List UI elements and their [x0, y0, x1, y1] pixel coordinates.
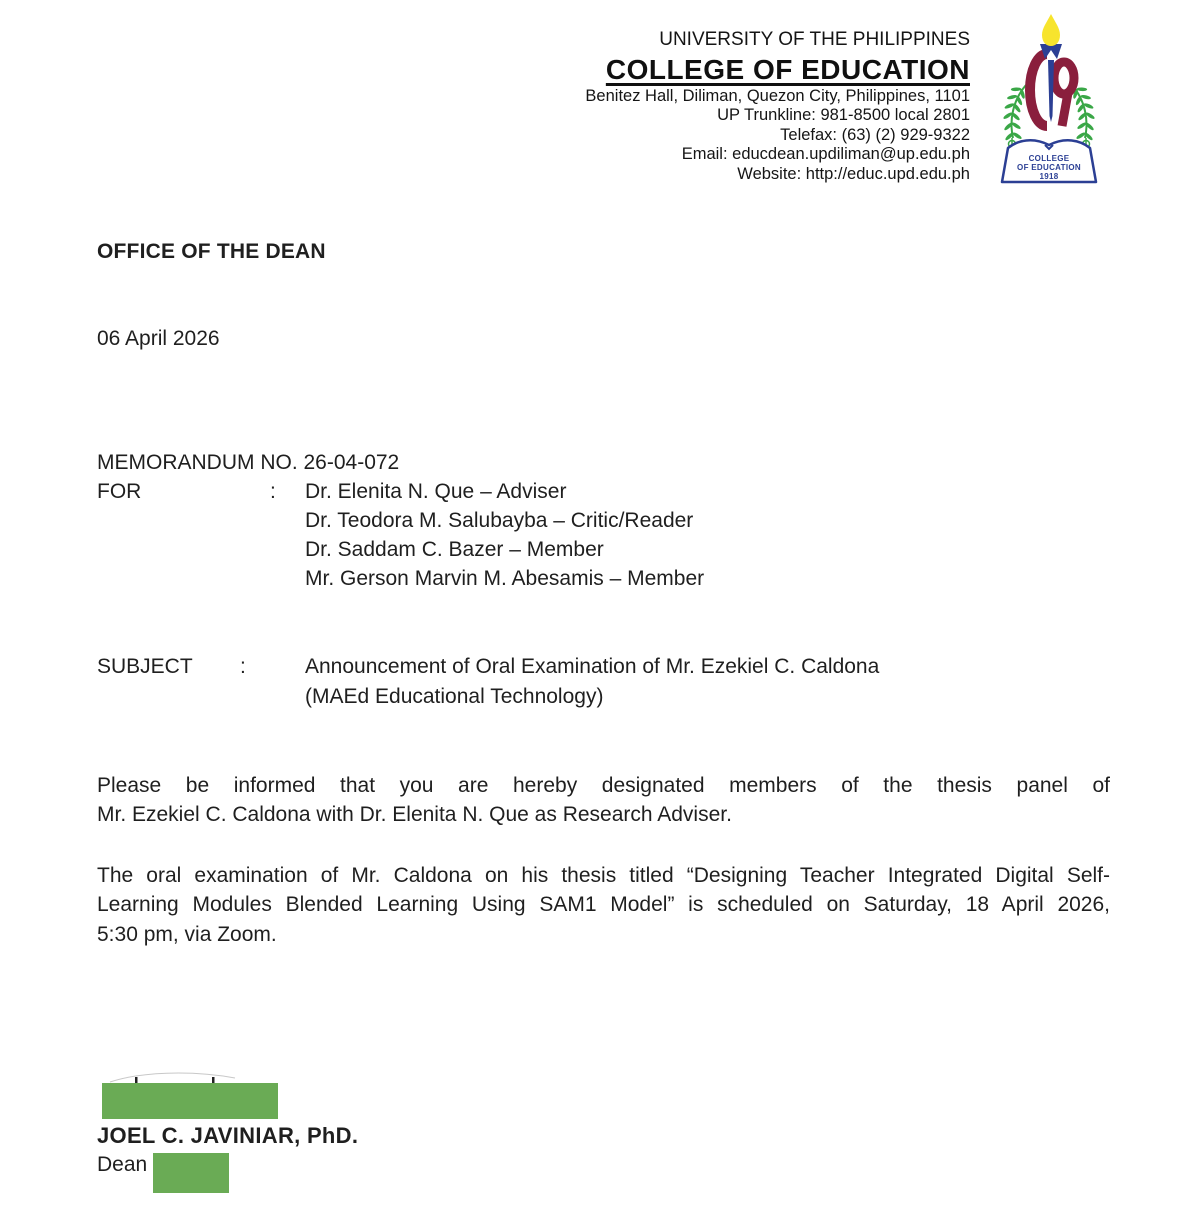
seal-text-of-education: OF EDUCATION [1017, 163, 1081, 172]
college-of-education-seal-icon [988, 8, 1110, 192]
memo-for-row [97, 506, 1097, 535]
memo-for-row [97, 564, 1097, 593]
signatory-title: Dean [97, 1153, 148, 1176]
paragraph-line: Please be informed that you are hereby designated members of the thesis panel of [97, 774, 1110, 797]
subject-line: (MAEd Educational Technology) [305, 684, 604, 708]
memo-for-row [97, 535, 1097, 564]
signatory-name: JOEL C. JAVINIAR, PhD. [97, 1123, 359, 1148]
letterhead-website: Website: http://educ.upd.edu.ph [737, 164, 970, 183]
subject-block [97, 652, 1097, 711]
open-book [1002, 140, 1096, 182]
college-name: COLLEGE OF EDUCATION [605, 54, 970, 85]
paragraph-line: 5:30 pm, via Zoom. [97, 922, 277, 946]
paragraph-line: Learning Modules Blended Learning Using SAM1 Model” is scheduled on Saturday, 18 April 2026, [97, 893, 1110, 917]
body-paragraph [97, 861, 1110, 949]
memorandum-number: MEMORANDUM NO. 26-04-072 [97, 451, 400, 474]
letterhead-trunkline: UP Trunkline: 981-8500 local 2801 [717, 106, 970, 125]
letterhead [585, 27, 970, 184]
memorandum-block [97, 448, 1097, 593]
for-colon: : [270, 480, 276, 503]
subject-label: SUBJECT [97, 655, 193, 678]
recipient-line: Dr. Elenita N. Que – Adviser [305, 480, 567, 503]
subject-row [97, 682, 1097, 712]
recipient-line: Mr. Gerson Marvin M. Abesamis – Member [305, 567, 705, 590]
letterhead-telefax: Telefax: (63) (2) 929-9322 [780, 125, 970, 144]
dean-redaction [153, 1153, 229, 1193]
recipient-line: Dr. Teodora M. Salubayba – Critic/Reader [305, 509, 694, 532]
body-paragraph [97, 771, 1110, 830]
seal-text-year: 1918 [1039, 172, 1059, 181]
university-name: UNIVERSITY OF THE PHILIPPINES [659, 29, 970, 50]
letterhead-email: Email: educdean.updiliman@up.edu.ph [681, 145, 970, 164]
paragraph-line: The oral examination of Mr. Caldona on his thesis titled “Designing Teacher Integrated Digital Self- [97, 864, 1110, 887]
subject-row [97, 652, 1097, 682]
office-of-the-dean-heading: OFFICE OF THE DEAN [97, 240, 326, 263]
for-label: FOR [97, 480, 142, 503]
signature-redaction [102, 1083, 278, 1119]
paragraph-line: Mr. Ezekiel C. Caldona with Dr. Elenita N. Que as Research Adviser. [97, 803, 732, 827]
memo-for-row [97, 477, 1097, 506]
subject-line: Announcement of Oral Examination of Mr. Ezekiel C. Caldona [305, 655, 880, 678]
seal-text-college: COLLEGE [1028, 154, 1070, 163]
document-date: 06 April 2026 [97, 327, 220, 350]
subject-colon: : [240, 655, 246, 678]
letterhead-address-line: Benitez Hall, Diliman, Quezon City, Philippines, 1101 [585, 87, 970, 105]
recipient-line: Dr. Saddam C. Bazer – Member [305, 538, 604, 561]
signature-stroke-marks [100, 1068, 280, 1084]
